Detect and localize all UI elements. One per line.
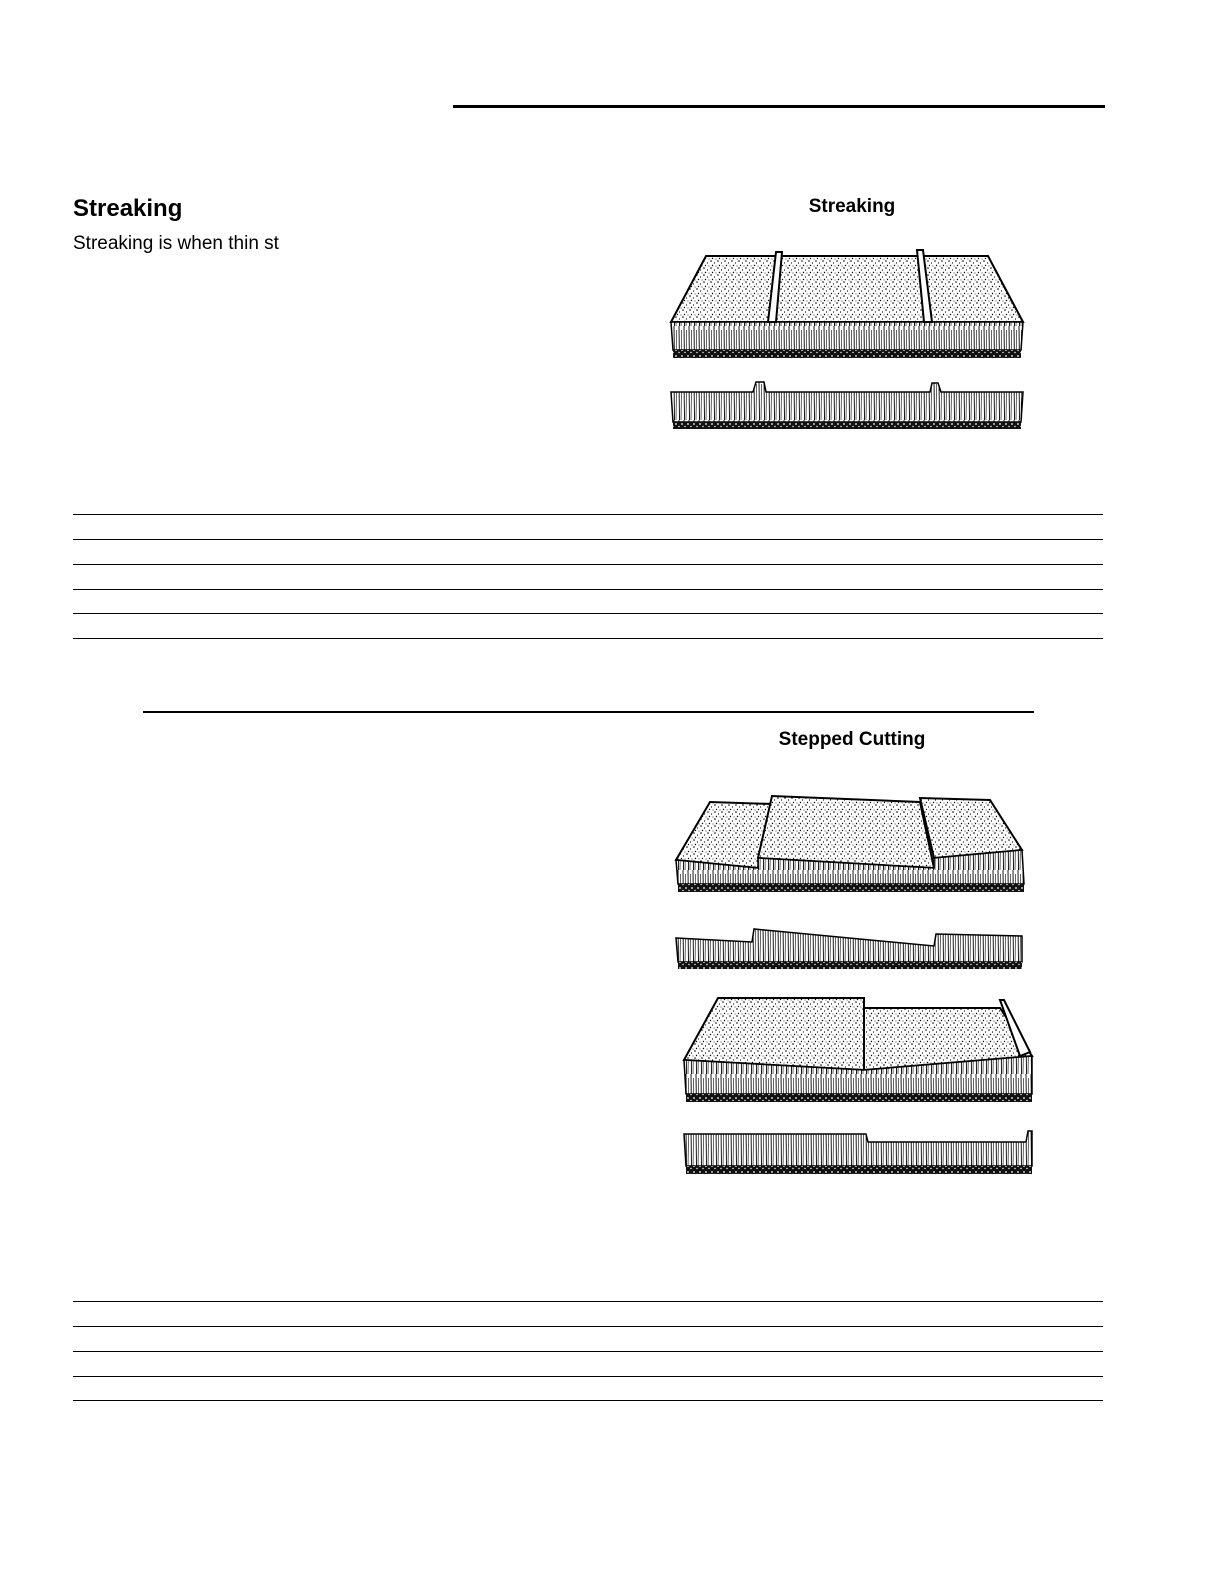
stepped-cutting-profile-illustration-1 — [672, 924, 1028, 972]
writing-line — [73, 1326, 1103, 1327]
stepped-cutting-profile-illustration-2 — [680, 1128, 1036, 1178]
writing-line — [73, 1376, 1103, 1377]
writing-line — [73, 539, 1103, 540]
section-heading: Streaking — [73, 195, 183, 222]
writing-line — [73, 1400, 1103, 1401]
writing-line — [73, 1301, 1103, 1302]
writing-line — [73, 564, 1103, 565]
stepped-cutting-figure-caption: Stepped Cutting — [778, 729, 926, 750]
stepped-cutting-block-illustration-2 — [680, 994, 1036, 1106]
writing-line — [73, 638, 1103, 639]
streaking-profile-illustration — [668, 380, 1026, 432]
writing-line — [73, 514, 1103, 515]
section-text: Streaking is when thin st — [73, 233, 279, 254]
top-rule — [453, 105, 1105, 108]
writing-line — [73, 613, 1103, 614]
writing-line — [73, 589, 1103, 590]
streaking-block-illustration — [668, 246, 1026, 362]
stepped-cutting-block-illustration-1 — [672, 790, 1028, 898]
streaking-figure-caption: Streaking — [808, 196, 896, 217]
writing-line — [73, 1351, 1103, 1352]
mid-rule — [143, 711, 1034, 713]
